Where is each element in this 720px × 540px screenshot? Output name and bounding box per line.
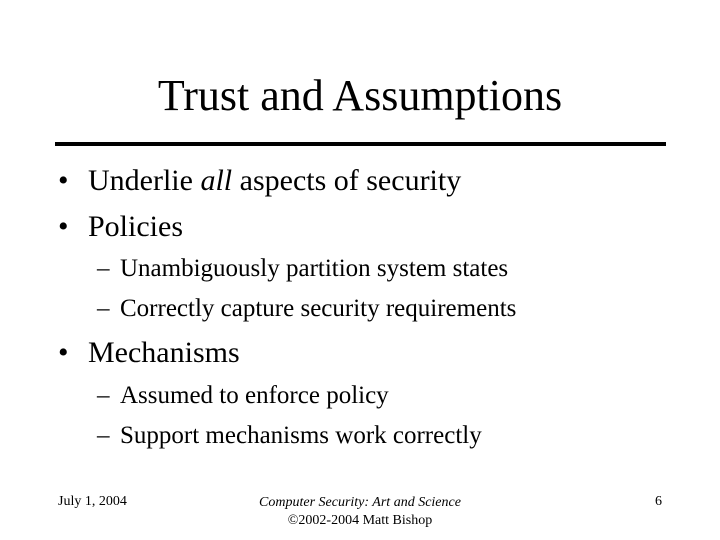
sub-bullet-text: Assumed to enforce policy — [120, 382, 389, 409]
sub-bullet-text: Correctly capture security requirements — [120, 295, 517, 322]
bullet-marker: • — [58, 210, 69, 243]
footer-source — [220, 494, 500, 530]
title-divider — [55, 142, 666, 146]
sub-bullet-marker: – — [97, 295, 110, 322]
bullet-policies — [58, 210, 183, 244]
footer-date: July 1, 2004 — [58, 494, 127, 509]
bullet-text-end: aspects of security — [232, 164, 462, 197]
sub-bullet-support — [97, 421, 482, 451]
slide-title: Trust and Assumptions — [157, 71, 563, 120]
footer-copyright: ©2002-2004 Matt Bishop — [287, 513, 433, 528]
footer-course-title: Computer Security: Art and Science — [259, 495, 461, 510]
bullet-mechanisms — [58, 336, 240, 370]
sub-bullet-capture — [97, 294, 516, 324]
bullet-marker: • — [58, 336, 69, 369]
sub-bullet-text: Support mechanisms work correctly — [120, 422, 482, 449]
sub-bullet-marker: – — [97, 422, 110, 449]
sub-bullet-partition — [97, 254, 508, 284]
bullet-text: Mechanisms — [88, 336, 240, 369]
sub-bullet-marker: – — [97, 255, 110, 282]
sub-bullet-text: Unambiguously partition system states — [120, 255, 509, 282]
sub-bullet-enforce — [97, 381, 389, 411]
bullet-emphasis: all — [200, 164, 233, 197]
page-number: 6 — [655, 494, 662, 509]
bullet-marker: • — [58, 164, 69, 197]
bullet-underlie — [58, 164, 461, 198]
bullet-text-start: Underlie — [88, 164, 201, 197]
sub-bullet-marker: – — [97, 382, 110, 409]
bullet-text: Policies — [88, 210, 183, 243]
